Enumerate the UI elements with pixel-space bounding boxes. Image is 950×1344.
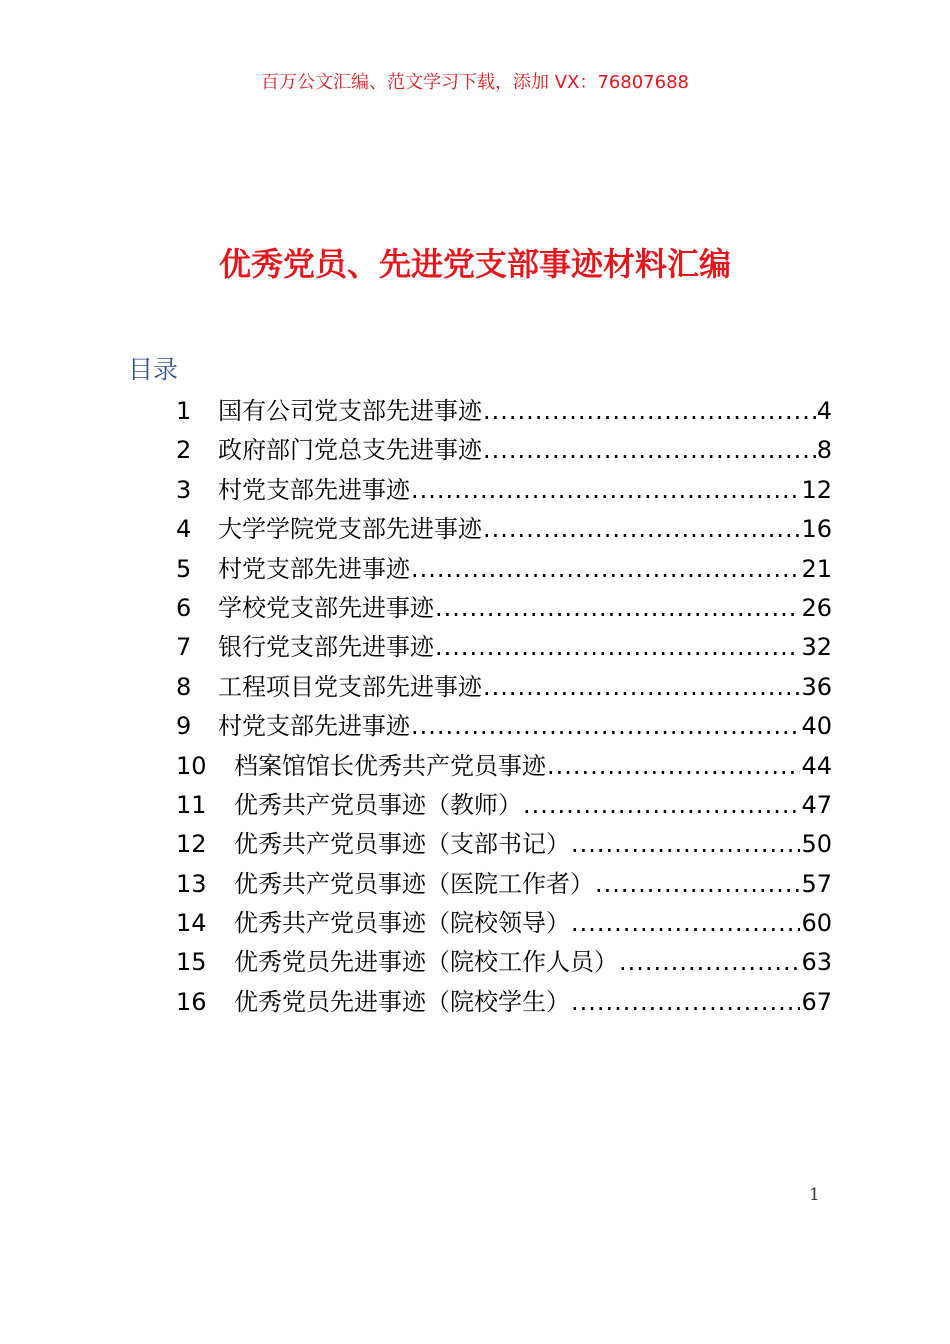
toc-entry-number: 7 (176, 633, 192, 662)
toc-entry-page: 21 (801, 554, 832, 583)
toc-entry-title: 优秀党员先进事迹（院校工作人员） (234, 948, 618, 977)
toc-entry-page: 47 (801, 790, 832, 819)
toc-entry-title: 村党支部先进事迹 (218, 475, 410, 504)
toc-dot-leader (483, 510, 800, 549)
toc-entry-number: 2 (176, 436, 192, 465)
toc-entry-number: 4 (176, 515, 192, 544)
toc-entry-title: 档案馆馆长优秀共产党员事迹 (234, 751, 546, 780)
toc-entry-page: 8 (816, 436, 832, 465)
toc-dot-leader (483, 668, 800, 707)
toc-entry-number: 15 (176, 948, 207, 977)
toc-entry[interactable] (176, 943, 832, 982)
toc-entry-page: 16 (801, 515, 832, 544)
toc-heading: 目录 (128, 355, 179, 384)
toc-dot-leader (483, 392, 816, 431)
toc-entry-page: 12 (801, 475, 832, 504)
toc-entry-number: 11 (176, 790, 207, 819)
header-note: 百万公文汇编、范文学习下载，添加 VX：76807688 (261, 72, 689, 93)
toc-entry-number: 13 (176, 869, 207, 898)
document-title: 优秀党员、先进党支部事迹材料汇编 (218, 245, 731, 283)
toc-entry-number: 12 (176, 830, 207, 859)
toc-entry-title: 优秀共产党员事迹（教师） (234, 790, 522, 819)
toc-entry[interactable] (176, 983, 832, 1022)
toc-entry[interactable] (176, 786, 832, 825)
toc-entry-number: 3 (176, 475, 192, 504)
toc-dot-leader (595, 865, 800, 904)
toc-entry-title: 学校党支部先进事迹 (218, 593, 434, 622)
toc-entry-page: 60 (801, 909, 832, 938)
toc-dot-leader (411, 471, 800, 510)
toc-entry[interactable] (176, 707, 832, 746)
toc-entry-page: 67 (801, 987, 832, 1016)
toc-dot-leader (547, 747, 800, 786)
toc-entry[interactable] (176, 392, 832, 431)
toc-entry-number: 10 (176, 751, 207, 780)
toc-entry[interactable] (176, 668, 832, 707)
toc-entry[interactable] (176, 628, 832, 667)
toc-entry-title: 村党支部先进事迹 (218, 712, 410, 741)
toc-entry-page: 4 (816, 397, 832, 425)
toc-entry-number: 1 (176, 397, 192, 425)
toc-entry[interactable] (176, 431, 832, 470)
toc-entry-page: 26 (801, 593, 832, 622)
toc-entry-number: 5 (176, 554, 192, 583)
toc-entry-title: 优秀党员先进事迹（院校学生） (234, 987, 570, 1016)
toc-entry-page: 57 (801, 869, 832, 898)
toc-entry[interactable] (176, 747, 832, 786)
page-number: 1 (809, 1185, 820, 1205)
toc-entry-title: 工程项目党支部先进事迹 (218, 672, 482, 701)
toc-entry-title: 村党支部先进事迹 (218, 554, 410, 583)
toc-dot-leader (483, 431, 816, 470)
toc-entry-title: 银行党支部先进事迹 (218, 633, 434, 662)
toc-entry-page: 40 (801, 712, 832, 741)
toc-entry-title: 国有公司党支部先进事迹 (218, 397, 482, 425)
toc-entry-title: 优秀共产党员事迹（支部书记） (234, 830, 570, 859)
toc-dot-leader (435, 589, 800, 628)
toc-entry[interactable] (176, 865, 832, 904)
toc-entry-title: 大学学院党支部先进事迹 (218, 515, 482, 544)
toc-dot-leader (523, 786, 800, 825)
toc-dot-leader (571, 825, 800, 864)
toc-dot-leader (571, 904, 800, 943)
toc-entry-page: 36 (801, 672, 832, 701)
toc-dot-leader (619, 943, 800, 982)
toc-dot-leader (411, 707, 800, 746)
toc-entry[interactable] (176, 510, 832, 549)
toc-dot-leader (411, 550, 800, 589)
toc-entry[interactable] (176, 904, 832, 943)
toc-dot-leader (571, 983, 800, 1022)
toc-entry-number: 14 (176, 909, 207, 938)
toc-dot-leader (435, 628, 800, 667)
toc-entry-number: 6 (176, 593, 192, 622)
toc-entry-page: 63 (801, 948, 832, 977)
toc-entry-number: 16 (176, 987, 207, 1016)
toc-entry-number: 8 (176, 672, 192, 701)
toc-entry[interactable] (176, 825, 832, 864)
toc-entry-title: 优秀共产党员事迹（院校领导） (234, 909, 570, 938)
toc-entry[interactable] (176, 471, 832, 510)
toc-entry-number: 9 (176, 712, 192, 741)
toc-entry-page: 44 (801, 751, 832, 780)
toc-entry-page: 50 (801, 830, 832, 859)
toc-entry[interactable] (176, 550, 832, 589)
toc-entry-page: 32 (801, 633, 832, 662)
toc-list (176, 392, 832, 1022)
toc-entry[interactable] (176, 589, 832, 628)
toc-entry-title: 优秀共产党员事迹（医院工作者） (234, 869, 594, 898)
toc-entry-title: 政府部门党总支先进事迹 (218, 436, 482, 465)
